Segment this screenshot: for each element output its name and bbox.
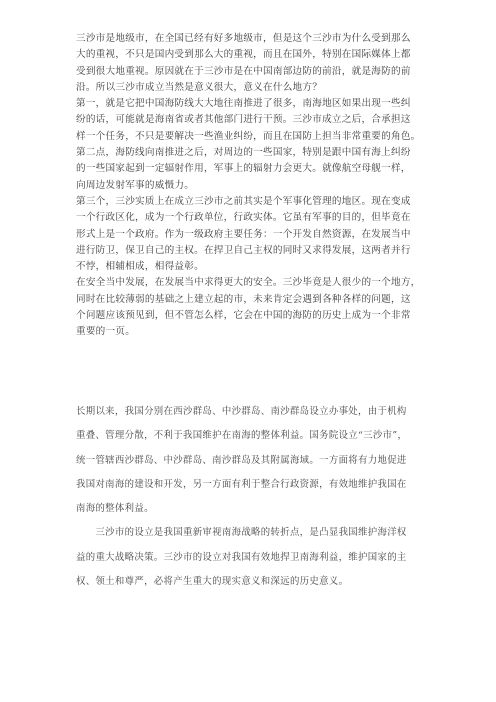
text-line: 形式上是一个政府。作为一级政府主要任务：一个开发自然资源，在发展当中	[76, 228, 411, 240]
text-line: 第三个，三沙实质上在成立三沙市之前其实是个军事化管理的地区。现在变成	[76, 195, 411, 207]
text-line: 纷的话，可能就是海南省或者其他部门进行干预。三沙市成立之后，合承担这	[76, 114, 411, 126]
text-line: 向周边发射军事的威慑力。	[76, 179, 195, 191]
text-line: 第一，就是它把中国海防线大大地往南推进了很多，南海地区如果出现一些纠	[76, 98, 411, 110]
text-line: 第二点，海防线向南推进之后，对周边的一些国家，特别是跟中国有海上纠纷	[76, 147, 411, 159]
text-line: 的一些国家起到一定辐射作用，军事上的辐射力会更大。就像航空母舰一样，	[76, 163, 411, 175]
text-line: 个问题应该预见到，但不管怎么样，它会在中国的海防的历史上成为一个非常	[76, 310, 411, 322]
text-line: 一个行政区化，成为一个行政单位，行政实体。它虽有军事的目的，但毕竟在	[76, 212, 411, 224]
text-line: 权、领土和尊严，必将产生重大的现实意义和深远的历史意义。	[76, 576, 349, 588]
text-line: 三沙市是地级市，在全国已经有好多地级市，但是这个三沙市为什么受到那么	[76, 33, 411, 44]
text-line: 南海的整体利益。	[76, 503, 154, 515]
bottom-text-block	[76, 400, 421, 594]
text-line: 重要的一页。	[76, 326, 136, 338]
text-line: 进行防卫，保卫自己的主权。在捍卫自己主权的同时又求得发展，这两者并行	[76, 244, 411, 256]
text-line: 三沙市的设立是我国重新审视南海战略的转折点，是凸显我国维护海洋权	[76, 527, 407, 539]
top-text-block	[76, 31, 421, 341]
text-line: 重叠、管理分散，不利于我国维护在南海的整体利益。国务院设立“三沙市”，	[76, 430, 408, 442]
text-line: 样一个任务，不只是要解决一些渔业纠纷，而且在国防上担当非常重要的角色。	[76, 130, 421, 142]
text-line: 益的重大战略决策。三沙市的设立对我国有效地捍卫南海利益，维护国家的主	[76, 551, 407, 563]
text-line: 沿。所以三沙市成立当然是意义很大，意义在什么地方？	[76, 81, 323, 93]
text-line: 在安全当中发展，在发展当中求得更大的安全。三沙毕竟是人很少的一个地方，	[76, 277, 421, 289]
text-line: 同时在比较薄弱的基础之上建立起的市，未来肯定会遇到各种各样的问题，这	[76, 293, 411, 305]
text-line: 我国对南海的建设和开发，另一方面有利于整合行政资源，有效地维护我国在	[76, 478, 407, 490]
text-line: 不悖，相辅相成，相得益彰。	[76, 261, 204, 273]
text-line: 长期以来，我国分别在西沙群岛、中沙群岛、南沙群岛设立办事处，由于机构	[76, 406, 407, 417]
text-line: 大的重视，不只是国内受到那么大的重视，而且在国外，特别在国际媒体上都	[76, 49, 411, 61]
text-line: 受到很大地重视。原因就在于三沙市是在中国南部边防的前沿，就是海防的前	[76, 65, 411, 77]
text-line: 统一管辖西沙群岛、中沙群岛、南沙群岛及其附属海域。一方面将有力地促进	[76, 454, 407, 466]
